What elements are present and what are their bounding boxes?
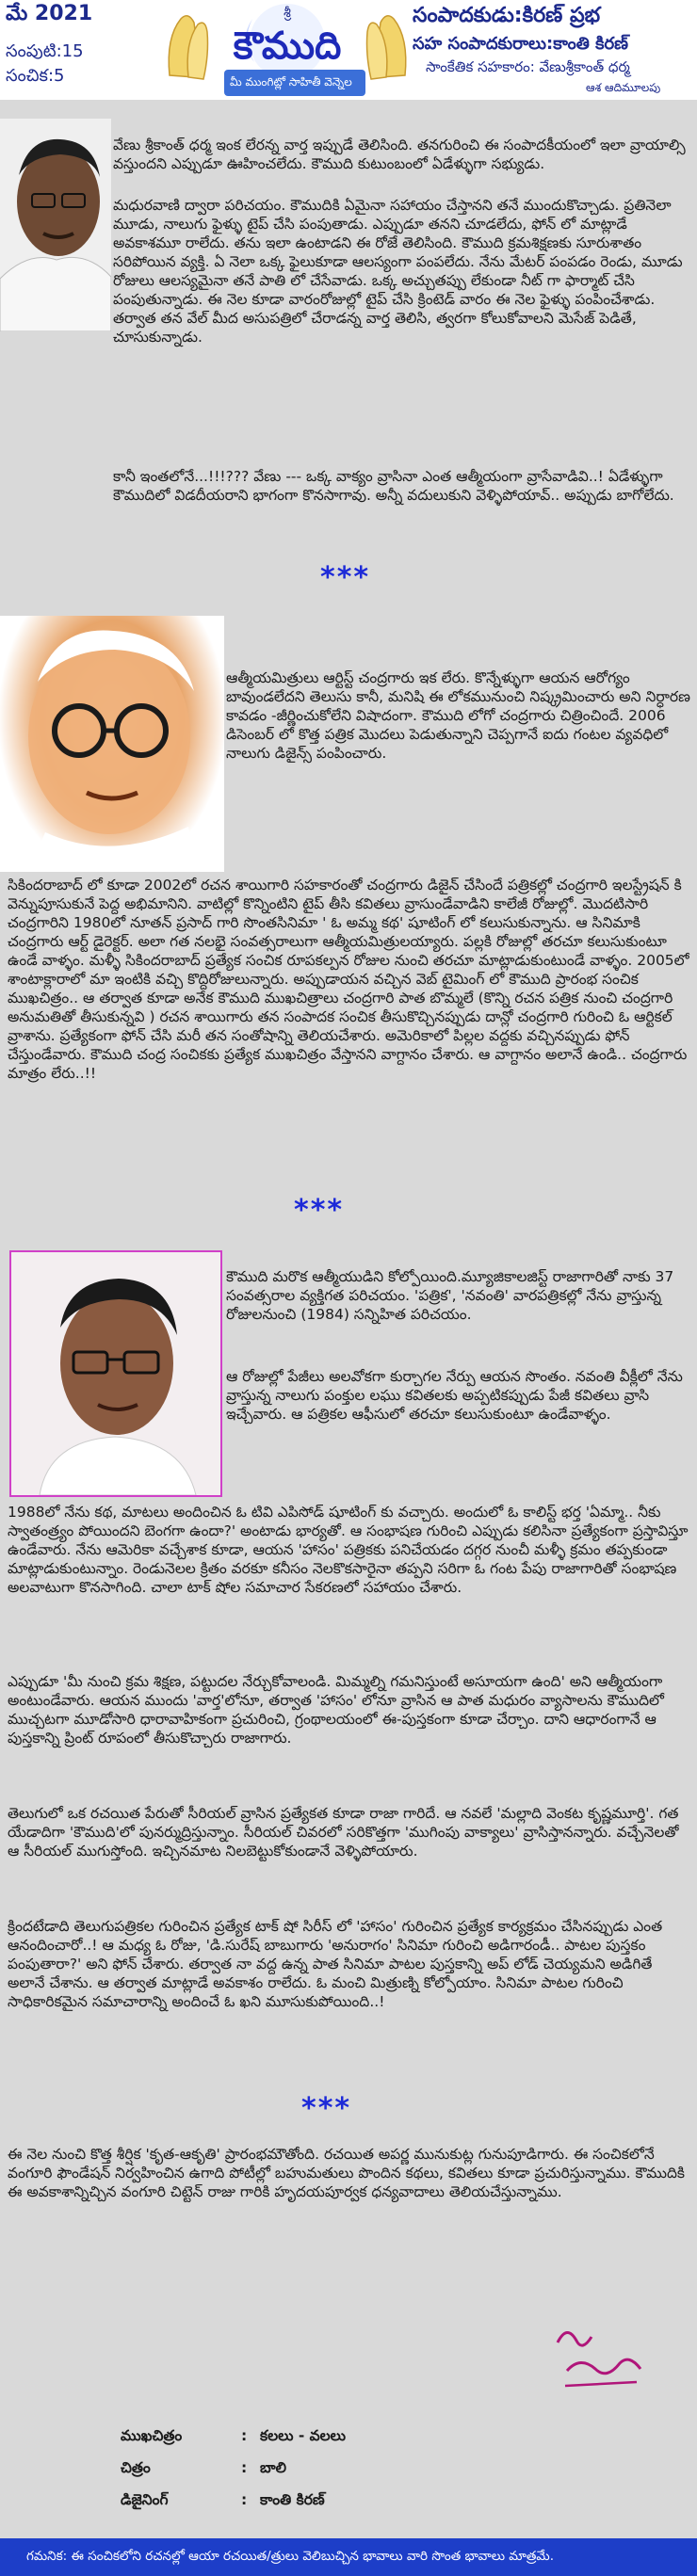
section-divider-1: *** (320, 561, 371, 594)
s3-para-3: 1988లో నేను కథ, మాటలు అందించిన ఓ టివి ఎపిసోడ్ షూటింగ్ కు వచ్చారు. అందులో ఓ కాలిస్ట్ భర్త 'ఏమ్మా.. నీకు స్వాతంత్ర్యం పోయిందని బెంగగా ఉందా?' అంటాడు భార్యతో. ఆ సంభాషణ గురించి ఎప్పుడు కలిసినా ప్రత్యేకంగా ప్రస్తావిస్తూ ఉండేవారు. నేను ఆమెరికా వచ్చేశాక కూడా, ఆయన 'హాసం' పత్రికకు పనిచేయడం దగ్గర నుంచీ మళ్ళీ క్రమం తప్పకుండా మాట్లాడుకుంటున్నాం. రెండునెలల క్రితం వరకూ కనీసం నెలకొకసారైనా తప్పని సరిగా ఓ గంట పేపు రాజాగారితో సంభాషణ అలవాటుగా కొనసాగింది. చాలా టాక్ షోల సమాచార సేకరణలో సహాయం చేశారు. (8, 1504, 689, 1596)
tech-advisor-credit: సాంకేతిక సహకారం: వేణుశ్రీకాంత్ ధర్మ (426, 58, 630, 75)
s2-para-1: ఆత్మీయమిత్రులు ఆర్టిస్ట్ చంద్రగారు ఇక లేరు. కొన్నేళ్ళుగా ఆయన ఆరోగ్యం బావుండలేదని తెలుసు కానీ, మనిషి ఈ లోకమునుంచి నిష్క్రమించారు అని నిర్ధారణ కావడం -జీర్ణించుకోలేని విషాదంగా. కౌముది లోగో చంద్రగారు చిత్రించిందే. 2006 డిసెంబర్ లో కొత్త పత్రిక మొదలు పెడుతున్నాని చెప్పగానే ఐదు గంటల వ్యవధిలో నాలుగు డిజైన్స్ పంపించారు. (226, 669, 690, 762)
tagline: మీ ముంగిట్లో సాహితీ వెన్నెల (230, 75, 352, 89)
section-divider-2: *** (294, 1194, 345, 1227)
s1-para-3: కానీ ఇంతలోనే...!!!??? వేణు --- ఒక్క వాక్యం వ్రాసినా ఎంత ఆత్మీయంగా వ్రాసేవాడివి..! ఏడేళ్ళుగా కౌముదిలో విడదీయరాని భాగంగా కొనసాగావు. అన్నీ వదులుకుని వెళ్ళిపోయావ్.. అప్పుడు బాగోలేదు. (113, 468, 674, 504)
disclaimer-footnote: గమనిక: ఈ సంచికలోని రచనల్లో ఆయా రచయిత/త్రులు వెలిబుచ్చిన భావాలు వారి సొంత భావాలు మాత్రమే. (26, 2549, 554, 2564)
s3-para-2: ఆ రోజుల్లో పేజీలు అలవోకగా కుర్చాగల నేర్పు ఆయన సొంతం. నవంతి వీక్లీలో నేను వ్రాస్తున్న నాలుగు పంక్తుల లఘు కవితలకు అప్పటికప్పుడు పేజీ కవితలు వ్రాసి ఇచ్చేవారు. ఆ పత్రికల ఆఫీసులో తరచూ కలుసుకుంటూ ఉండేవాళ్ళం. (226, 1368, 683, 1423)
issue-date: మే 2021 (6, 2, 93, 25)
credit-value-picture: బాలి (260, 2459, 286, 2476)
artist-chandra-photo (0, 616, 224, 872)
volume-number: సంపుటి:15 (6, 41, 84, 61)
section-divider-3: *** (301, 2092, 352, 2125)
credit-label-picture: చిత్రం (121, 2459, 151, 2476)
issue-number: సంచిక:5 (6, 66, 65, 86)
s1-para-2: మధురవాణి ద్వారా పరిచయం. కౌముదికి ఏమైనా సహాయం చేస్తానని తనే ముందుకొచ్చాడు. ప్రతినెలా మూడు, నాలుగు ఫైళ్ళు టైప్ చేసి పంపుతాడు. ఎప్పుడూ తనని చూడలేదు, ఫోన్ లో మాట్లాడే అవకాశమూ రాలేదు. తను ఇలా ఉంటాడని ఈ రోజే తెలిసింది. కౌముది క్రమశిక్షణకు సూరుశాతం సరిపోయిన వ్యక్తి. ఏ నెలా ఒక్క ఫైలుకూడా ఆలస్యంగా పంపలేదు. నేను మేటర్ పంపడం రెండు, మూడు రోజులు ఆలస్యమైనా తనే పాతి లో చేసేవాడు. ఒక్క అచ్చుతప్పు లేకుండా నీట్ గా ఫార్మాట్ చేసి పంపుతున్నాడు. ఈ నెల కూడా వారంరోజుల్లో టైప్ చేసి క్రింటెడ్ వారం ఈ నెల ఫైళ్ళు పంపించేశాడు. తర్వాత తన వేల్ మీద అసుపత్రిలో చేరాడన్న వార్త తెలిసి, త్వరగా కోలుకోవాలని మెసేజ్ పెడితే, చూసుకున్నాడు. (113, 197, 683, 346)
credit-colon-picture: : (241, 2459, 248, 2476)
s4-para-1: ఈ నెల నుంచి కొత్త శీర్షిక 'కృత-ఆకృతి' ప్రారంభమౌతోంది. రచయిత అపర్ణ మునుకుట్ల గునుపూడిగారు. ఈ సంచికలోనే వంగూరి ఫౌండేషన్ నిర్వహించిన ఉగాది పోటీల్లో బహుమతులు పొందిన కథలు, కవితలు కూడా ప్రచురిస్తున్నాము. కౌముదికి ఈ అవకాశాన్నిచ్చిన వంగూరి చిట్టెన్ రాజు గారికి హృదయపూర్వక ధన్యవాదాలు తెలియచేస్తున్నాము. (8, 2146, 685, 2200)
credit-label-cover: ముఖచిత్రం (121, 2427, 183, 2444)
s3-para-5: తెలుగులో ఒక రచయిత పేరుతో సీరియల్ వ్రాసిన ప్రత్యేకత కూడా రాజా గారిదే. ఆ నవలే 'మల్లాది వెంకట కృష్ణమూర్తి'. గత యేడాదిగా 'కౌముది'లో పునర్ముద్రిస్తున్నాం. సీరియల్ చివరలో సరికొత్తగా 'ముగింపు వాక్యాలు' వ్రాసిస్తానన్నారు. వచ్చేనెలతో ఆ సీరియల్ ముగుస్తోంది. ఇచ్చినమాట నిలబెట్టుకోకుండానే వెళ్ళిపోయారు. (8, 1805, 679, 1860)
venu-srikanth-photo (0, 119, 111, 331)
logo-top-text: శ్రీ (284, 6, 291, 21)
support-credit: ఆశ ఆదిమూలపు (586, 81, 661, 94)
logo-title: కౌముది (233, 24, 342, 68)
editor-signature (539, 2314, 652, 2399)
credit-value-cover: కలలు - వలలు (260, 2427, 347, 2444)
editor-credit: సంపాదకుడు:కిరణ్ ప్రభ (413, 4, 601, 27)
credit-label-design: డిజైనింగ్ (121, 2491, 169, 2508)
s3-para-1: కౌముది మరొక ఆత్మీయుడిని కోల్పోయింది.మ్యూజికాలజిస్ట్ రాజాగారితో నాకు 37 సంవత్సరాల వ్యక్తిగత పరిచయం. 'పత్రిక', 'నవంతి' వారపత్రికల్లో నేను వ్రాస్తున్న రోజులనుంచి (1984) సన్నిహిత పరిచయం. (226, 1268, 674, 1323)
s3-para-4: ఎప్పుడూ 'మీ నుంచి క్రమ శిక్షణ, పట్టుదల నేర్చుకోవాలండి. మిమ్మల్ని గమనిస్తుంటే అసూయగా ఉంది' అని ఆత్మీయంగా అంటుండేవారు. ఆయన ముందు 'వార్త'లోనూ, తర్వాత 'హాసం' లోనూ వ్రాసిన ఆ పాత మధురం వ్యాసాలను కౌముదిలో ముచ్చటగా మూడోసారి ధారావాహికంగా ప్రచురించి, గ్రంథాలయంలో ఈ-పుస్తకంగా కూడా చేర్చాం. దాని ఆధారంగానే ఆ పుస్తకాన్ని ప్రింట్ రూపంలో తీసుకొచ్చారు రాజాగారు. (8, 1673, 665, 1747)
s2-para-2: సికిందరాబాద్ లో కూడా 2002లో రచన శాయిగారి సహకారంతో చంద్రగారు డిజైన్ చేసిందే పత్రికల్లో చంద్రగారి ఇలస్ట్రేషన్ కి వెన్నుపూసుకునే పెద్ద అభిమానిని. వాటిల్లో కొన్నింటిని టైప్ తీసి కవితలు వ్రాసుండేవాడిని కాలేజీ రోజుల్లో. మొదటిసారి చంద్రగారిని 1980లో నూతన్ ప్రసాద్ గారి సొంతసినిమా ' ఓ అమ్మ కథ' షూటింగ్ లో కలుసుకున్నాను. ఆ సినిమాకి చంద్రగారు ఆర్ట్ డైరెక్టర్. అలా గత నలభై సంవత్సరాలుగా ఆత్మీయమిత్రులయ్యారు. పల్లకి రోజుల్లో తరచూ కలుసుకుంటూ ఉండే వాళ్ళం. మళ్ళీ సికిందరాబాద్ ప్రత్యేక సంచిక రూపకల్పన రోజుల నుంచి తరచూ మాట్లాడుకుంటుండే వాళ్ళం. 2005లో శాంటాక్లారాలో మా ఇంటికి వచ్చి కొద్దిరోజులున్నారు. అప్పుడాయన వచ్చిన వెబ్ టైమింగ్ లో కౌముది ప్రారంభ సంచిక ముఖచిత్రం.. ఆ తర్వాత కూడా అనేక కౌముది ముఖచిత్రాలు చంద్రగారి పాత బొమ్మలే (కొన్ని రచన పత్రిక నుంచి చంద్రగారి అనుమతితో తీసుకున్నవి ) రచన శాయిగారు తన సంపాదక సంచిక తీసుకొచ్చినప్పుడు దాన్లో చంద్రగారి గురించి ఓ ఆర్టికల్ వ్రాశాను. ప్రత్యేకంగా ఫోన్ చేసి మరీ తన సంతోషాన్ని తెలియచేశారు. అమెరికాలో పిల్లల వద్దకు వచ్చినప్పుడు ఫోన్ చేస్తుండేవారు. కౌముది చంద్ర సంచికకు ప్రత్యేక ముఖచిత్రం వేస్తానని వాగ్దానం చేశారు. ఆ వాగ్దానం అలానే ఉండి.. చంద్రగారు మాత్రం లేరు..!! (8, 877, 689, 1082)
musicologist-raja-photo (9, 1250, 222, 1497)
s3-para-6: క్రిందటేడాది తెలుగుపత్రికల గురించిన ప్రత్యేక టాక్ షో సిరీస్ లో 'హాసం' గురించిన ప్రత్యేక కార్యక్రమం చేసినప్పుడు ఎంత ఆనందించారో..! ఆ మధ్య ఓ రోజు, 'డి.సురేష్ బాబుగారు 'అనురాగం' సినిమా గురించి అడిగారండీ.. పాటల పుస్తకం పంపుతారా?' అని ఫోన్ చేశారు. తర్వాత నా వద్ద ఉన్న పాత సినిమా పాటల పుస్తకాన్ని అప్ లోడ్ చెయ్యమని అడిగితే అలానే చేశాను. ఆ తర్వాత మాట్లాడే అవకాశం రాలేదు. ఓ మంచి మిత్రుణ్ని కోల్పోయాం. సినిమా పాటల గురించి సాధికారికమైన సమాచారాన్ని అందించే ఓ ఖని మూసుకుపోయింది..! (8, 1918, 663, 2010)
credit-colon-cover: : (241, 2427, 248, 2444)
credit-colon-design: : (241, 2491, 248, 2508)
masthead (0, 0, 697, 100)
co-editor-credit: సహ సంపాదకురాలు:కాంతి కిరణ్ (413, 34, 629, 54)
credit-value-design: కాంతి కిరణ్ (260, 2491, 325, 2508)
s1-para-1: వేణు శ్రీకాంత్ ధర్మ ఇంక లేరన్న వార్త ఇప్పుడే తెలిసింది. తనగురించి ఈ సంపాదకీయంలో ఇలా వ్రాయాల్సి వస్తుందని ఎప్పుడూ ఊహించలేదు. కౌముది కుటుంబంలో ఏడేళ్ళుగా సభ్యుడు. (113, 137, 686, 172)
